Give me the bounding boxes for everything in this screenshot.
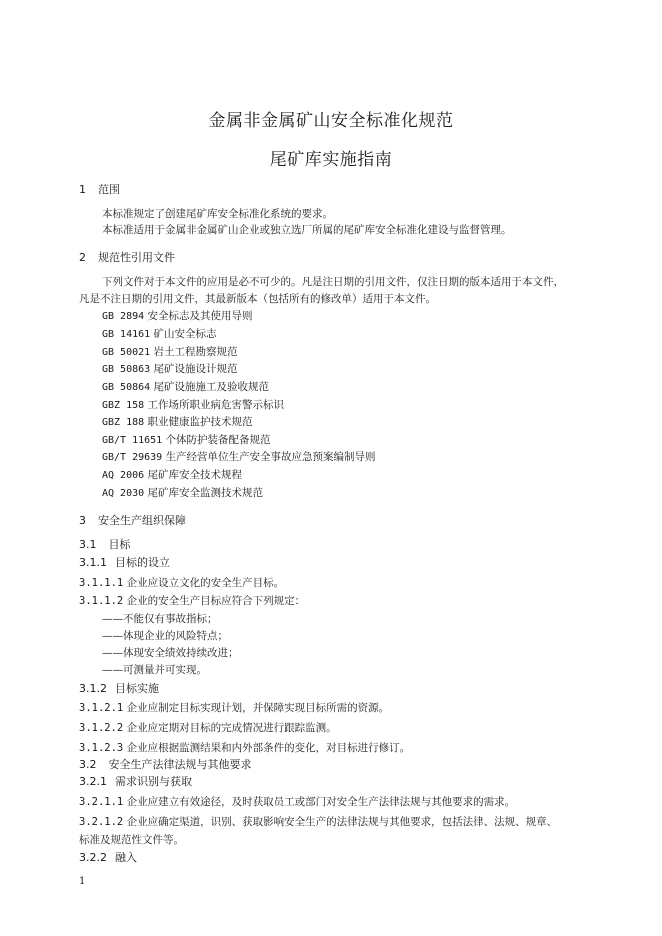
paragraph: 本标准规定了创建尾矿库安全标准化系统的要求。 xyxy=(102,208,333,220)
heading-3-1: 3.1 目标 xyxy=(79,538,131,551)
clause: 3.2.1.2 企业应确定渠道，识别、获取影响安全生产的法律法规与其他要求，包括法律、法规、规章、 xyxy=(79,816,558,828)
reference-item: GB 2894 安全标志及其使用导则 xyxy=(102,310,253,322)
document-subtitle: 尾矿库实施指南 xyxy=(269,150,393,170)
paragraph: 下列文件对于本文件的应用是必不可少的。凡是注日期的引用文件，仅注日期的版本适用于本文件， xyxy=(102,276,564,288)
heading-3-1-1: 3.1.1 目标的设立 xyxy=(79,556,170,569)
heading-number: 1 xyxy=(79,183,86,196)
clause: 3.2.1.1 企业应建立有效途径，及时获取员工或部门对安全生产法律法规与其他要求的需求。 xyxy=(79,796,516,808)
reference-item: GB 14161 矿山安全标志 xyxy=(102,328,217,340)
reference-item: GBZ 188 职业健康监护技术规范 xyxy=(102,416,253,428)
paragraph: 本标准适用于金属非金属矿山企业或独立选厂所属的尾矿库安全标准化建设与监督管理。 xyxy=(102,224,512,236)
clause: 3.1.2.1 企业应制定目标实现计划，并保障实现目标所需的资源。 xyxy=(79,702,390,714)
clause: 3.1.2.2 企业应定期对目标的完成情况进行跟踪监测。 xyxy=(79,722,337,734)
clause-continuation: 标准及规范性文件等。 xyxy=(79,834,184,846)
reference-item: AQ 2030 尾矿库安全监测技术规范 xyxy=(102,487,263,499)
dash-item: ——体现企业的风险特点； xyxy=(102,630,228,642)
reference-item: GB 50021 岩土工程勘察规范 xyxy=(102,346,238,358)
heading-3-2: 3.2 安全生产法律法规与其他要求 xyxy=(79,758,252,771)
page-number: 1 xyxy=(79,876,86,887)
paragraph: 凡是不注日期的引用文件，其最新版本（包括所有的修改单）适用于本文件。 xyxy=(79,293,436,305)
heading-2 xyxy=(79,249,175,265)
heading-3-2-1: 3.2.1 需求识别与获取 xyxy=(79,775,192,788)
dash-item: ——体现安全绩效持续改进； xyxy=(102,647,239,659)
reference-item: GB 50864 尾矿设施施工及验收规范 xyxy=(102,381,270,393)
reference-item: GB 50863 尾矿设施设计规范 xyxy=(102,363,238,375)
dash-item: ——不能仅有事故指标； xyxy=(102,613,218,625)
reference-item: GB/T 29639 生产经营单位生产安全事故应急预案编制导则 xyxy=(102,451,376,463)
heading-number: 3 xyxy=(79,514,86,527)
heading-3 xyxy=(79,512,186,528)
reference-item: AQ 2006 尾矿库安全技术规程 xyxy=(102,469,242,481)
heading-3-1-2: 3.1.2 目标实施 xyxy=(79,682,159,695)
heading-title: 范围 xyxy=(98,183,120,196)
dash-item: ——可测量并可实现。 xyxy=(102,664,207,676)
heading-title: 安全生产组织保障 xyxy=(98,514,186,527)
clause: 3.1.2.3 企业应根据监测结果和内外部条件的变化，对目标进行修订。 xyxy=(79,742,411,754)
clause: 3.1.1.1 企业应设立文化的安全生产目标。 xyxy=(79,577,285,589)
heading-1 xyxy=(79,181,120,197)
document-title: 金属非金属矿山安全标准化规范 xyxy=(208,111,454,131)
heading-3-2-2: 3.2.2 融入 xyxy=(79,851,137,864)
heading-number: 2 xyxy=(79,251,86,264)
reference-item: GBZ 158 工作场所职业病危害警示标识 xyxy=(102,399,284,411)
heading-title: 规范性引用文件 xyxy=(98,251,175,264)
reference-item: GB/T 11651 个体防护装备配备规范 xyxy=(102,434,271,446)
clause: 3.1.1.2 企业的安全生产目标应符合下列规定： xyxy=(79,595,306,607)
